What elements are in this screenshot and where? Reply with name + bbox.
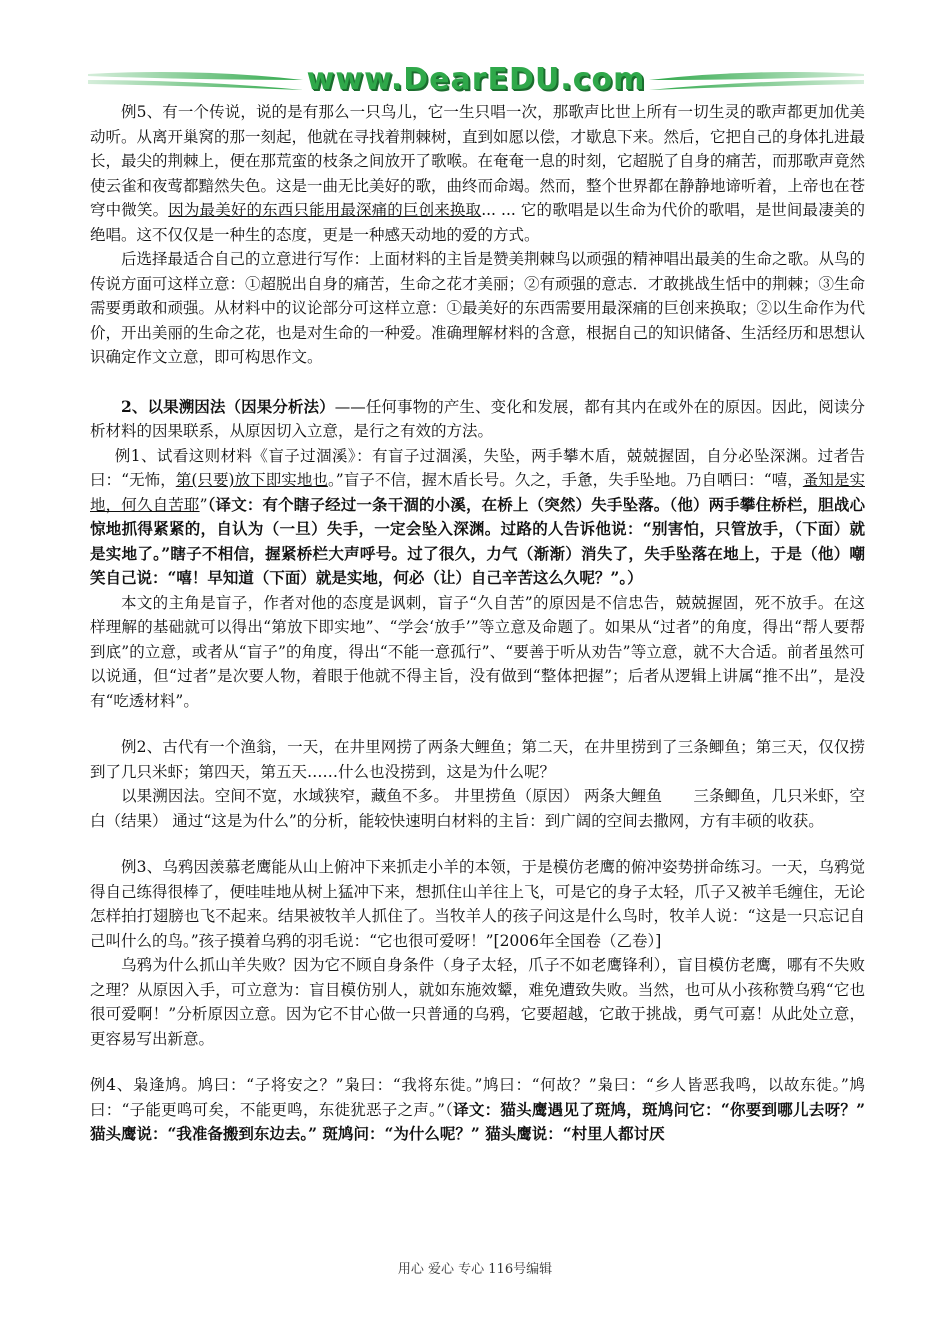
paragraph-analysis-5: 后选择最适合自己的立意进行写作：上面材料的主旨是赞美荆棘鸟以顽强的精神唱出最美的生命之歌。从鸟的传说方面可这样立意：①超脱出自身的痛苦，生命之花才美丽；②有顽强的意志．才敢挑战生恬中的荆棘；③生命需要勇敢和顽强。从材料中的议论部分可这样立意：①最美好的东西需要用最深痛的巨创来换取；②以生命作为代价，开出美丽的生命之花，也是对生命的一种爱。准确理解材料的含意，根据自己的知识储备、生活经历和思想认识确定作文立意，即可构思作文。 bbox=[90, 250, 866, 366]
translation-text-4: 译文：猫头鹰遇见了斑鸠，斑鸠问它：“你要到哪儿去呀？” 猫头鹰说：“我准备搬到东边去。” 斑鸠问：“为什么呢？” 猫头鹰说：“村里人都讨厌 bbox=[90, 1099, 865, 1143]
site-logo[interactable]: www.DearEDU.com bbox=[306, 62, 646, 97]
paragraph-example-3: 例3、乌鸦因羡慕老鹰能从山上俯冲下来抓走小羊的本领，于是模仿老鹰的俯冲姿势拼命练习。一天，乌鸦觉得自己练得很棒了，便哇哇地从树上猛冲下来，想抓住山羊往上飞，可是它的身子太轻，爪子又被羊毛缠住，无论怎样拍打翅膀也飞不起来。结果被牧羊人抓住了。当牧羊人的孩子问这是什么鸟时，牧羊人说：“这是一只忘记自己叫什么的鸟。”孩子摸着乌鸦的羽毛说：“它也很可爱呀！”[2006年全国卷（乙卷）] bbox=[90, 858, 866, 950]
paragraph-example-1: 例1、试看这则材料《盲子过涸溪》：有盲子过涸溪，失坠，两手攀木盾，兢兢握固，自分必坠深渊。过者告曰：“无怖，第(只要)放下即实地也。”盲子不信，握木盾长号。久之，手惫，失手坠地。乃自哂曰：“嘻，蚤知是实地，何久自苦耶”（译文：有个瞎子经过一条干涸的小溪，在桥上（突然）失手坠落。（他）两手攀住桥栏，胆战心惊地抓得紧紧的，自认为（一旦）失手，一定会坠入深渊。过路的人告诉他说：“别害怕，只管放手，（下面）就是实地了。”瞎子不相信，握紧桥栏大声呼号。过了很久，力气（渐渐）消失了，失手坠落在地上，于是（他）嘲笑自己说：“嘻！早知道（下面）就是实地，何必（让）自己辛苦这么久呢？”。） bbox=[90, 446, 865, 587]
paragraph-example-2: 例2、古代有一个渔翁，一天，在井里网捞了两条大鲤鱼；第二天，在井里捞到了三条鲫鱼；第三天，仅仅捞到了几只米虾；第四天，第五天……什么也没捞到，这是为什么呢？ bbox=[90, 738, 865, 781]
translation-text: （译文：有个瞎子经过一条干涸的小溪，在桥上（突然）失手坠落。（他）两手攀住桥栏，胆战心惊地抓得紧紧的，自认为（一旦）失手，一定会坠入深渊。过路的人告诉他说：“别害怕，只管放手，（下面）就是实地了。”瞎子不相信，握紧桥栏大声呼号。过了很久，力气（渐渐）消失了，失手坠落在地上，于是（他）嘲笑自己说：“嘻！早知道（下面）就是实地，何必（让）自己辛苦这么久呢？”。） bbox=[90, 494, 865, 587]
paragraph-example-4: 例4、枭逢鸠。鸠曰：“子将安之？”枭曰：“我将东徙。”鸠曰：“何故？”枭曰：“乡人皆恶我鸣，以故东徙。”鸠曰：“子能更鸣可矣，不能更鸣，东徙犹恶子之声。”（译文：猫头鹰遇见了斑鸠，斑鸠问它：“你要到哪儿去呀？” 猫头鹰说：“我准备搬到东边去。” 斑鸠问：“为什么呢？” 猫头鹰说：“村里人都讨厌 bbox=[90, 1076, 865, 1143]
underlined-quote: 因为最美好的东西只能用最深痛的巨创来换取 bbox=[168, 201, 482, 219]
document-body bbox=[90, 100, 865, 1147]
paragraph-analysis-3: 乌鸦为什么抓山羊失败？因为它不顾自身条件（身子太轻，爪子不如老鹰锋利），盲目模仿老鹰，哪有不失败之理？从原因入手，可立意为：盲目模仿别人，就如东施效颦，难免遭致失败。当然，也可从小孩称赞乌鸦“它也很可爱啊！”分析原因立意。因为它不甘心做一只普通的乌鸦，它要超越，它敢于挑战，勇气可嘉！从此处立意，更容易写出新意。 bbox=[90, 956, 865, 1048]
paragraph-analysis-1: 本文的主角是盲子，作者对他的态度是讽刺，盲子“久自苦”的原因是不信忠告，兢兢握固，死不放手。在这样理解的基础就可以得出“第放下即实地”、“学会‘放手’”等立意及命题了。如果从“过者”的角度，得出“帮人要帮到底”的立意，或者从“盲子”的角度，得出“不能一意孤行”、“要善于听从劝告”等立意，就不大合适。前者虽然可以说通，但“过者”是次要人物，着眼于他就不得主旨，没有做到“整体把握”；后者从逻辑上讲属“推不出”，是没有“吃透材料”。 bbox=[90, 593, 865, 710]
site-header bbox=[88, 60, 864, 100]
paragraph-example-5: 例5、有一个传说，说的是有那么一只鸟儿，它一生只唱一次，那歌声比世上所有一切生灵的歌声都更加优美动听。从离开巢窝的那一刻起，他就在寻找着荆棘树，直到如愿以偿，才歇息下来。然后，它把自己的身体扎进最长，最尖的荆棘上，便在那荒蛮的枝条之间放开了歌喉。在奄奄一息的时刻，它超脱了自身的痛苦，而那歌声竟然使云雀和夜莺都黯然失色。这是一曲无比美好的歌，曲终而命竭。然而，整个世界都在静静地谛听着，上帝也在苍穹中微笑。因为最美好的东西只能用最深痛的巨创来换取... ... 它的歌唱是以生命为代价的歌唱，是世间最凄美的绝唱。这不仅仅是一种生的态度，更是一种感天动地的爱的方式。 bbox=[90, 103, 866, 244]
paragraph-analysis-2: 以果溯因法。空间不宽，水域狭窄，藏鱼不多。 井里捞鱼（原因） 两条大鲤鱼 三条鲫鱼，几只米虾，空白（结果） 通过“这是为什么”的分析，能较快速明白材料的主旨：到广阔的空间去撒网，方有丰硕的收获。 bbox=[90, 787, 865, 830]
section-heading: 2、以果溯因法（因果分析法） bbox=[121, 396, 335, 416]
section-heading-paragraph: 2、以果溯因法（因果分析法）——任何事物的产生、变化和发展，都有其内在或外在的原因。因此，阅读分析材料的因果联系，从原因切入立意，是行之有效的方法。 bbox=[90, 396, 865, 440]
page-footer: 用心 爱心 专心 116号编辑 bbox=[397, 1262, 553, 1277]
